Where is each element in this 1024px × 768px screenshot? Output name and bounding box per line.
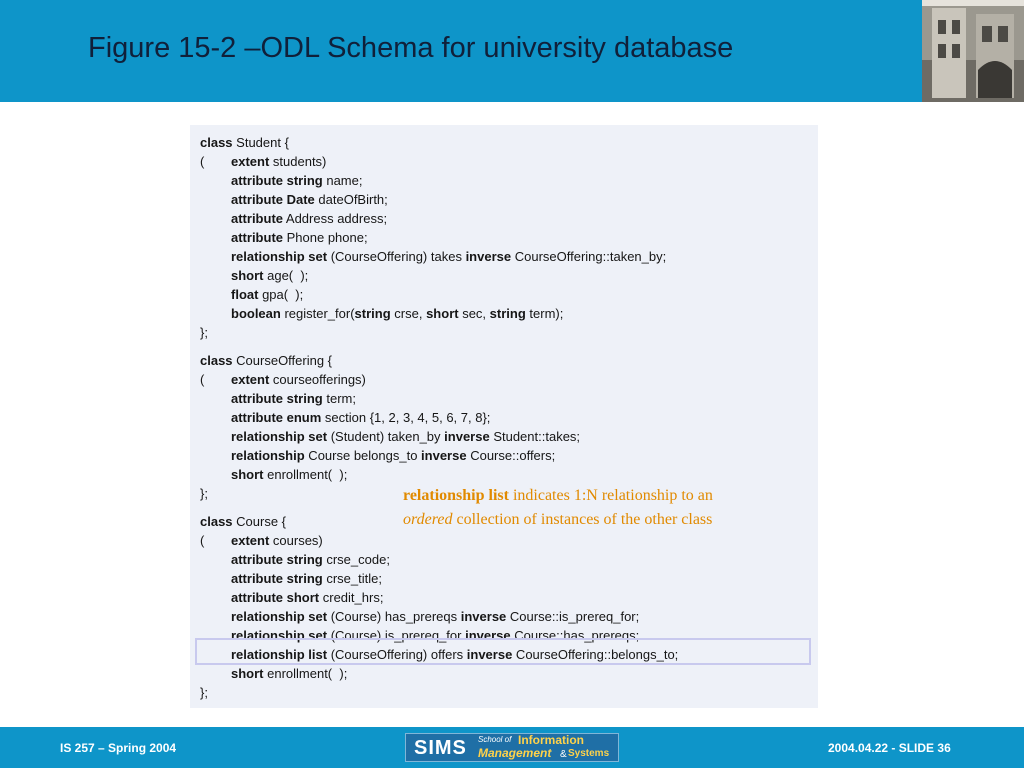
annotation-line-2 — [403, 508, 803, 532]
code-text: Student { — [232, 135, 289, 150]
relationship-list-annotation — [403, 484, 803, 532]
code-text: CourseOffering::belongs_to; — [512, 647, 679, 662]
code-line — [200, 370, 812, 389]
slide-number: 2004.04.22 - SLIDE 36 — [828, 741, 951, 755]
code-line — [200, 285, 812, 304]
code-text: credit_hrs; — [319, 590, 384, 605]
code-keyword: attribute Date — [231, 192, 315, 207]
code-text: (Student) taken_by — [327, 429, 445, 444]
code-text: Course::is_prereq_for; — [506, 609, 640, 624]
code-text: dateOfBirth; — [314, 192, 388, 207]
code-line — [200, 427, 812, 446]
code-keyword: attribute short — [231, 590, 320, 605]
code-text: }; — [200, 325, 208, 340]
code-line — [200, 607, 812, 626]
code-indent: ( — [200, 154, 205, 169]
code-keyword: class — [200, 353, 233, 368]
code-line — [200, 247, 812, 266]
sims-logo — [405, 733, 619, 762]
header-bar — [0, 0, 1024, 102]
code-keyword: float — [231, 287, 259, 302]
annotation-italic: ordered — [403, 511, 453, 528]
code-keyword: relationship — [231, 448, 305, 463]
code-text: Course::has_prereqs; — [510, 628, 640, 643]
code-indent: ( — [200, 533, 205, 548]
code-text: Phone phone; — [283, 230, 368, 245]
code-keyword: relationship list — [231, 647, 328, 662]
code-keyword: inverse — [465, 628, 511, 643]
code-text: CourseOffering::taken_by; — [511, 249, 667, 264]
code-line — [200, 588, 812, 607]
code-keyword: attribute string — [231, 552, 323, 567]
code-text: enrollment( ); — [263, 467, 348, 482]
code-line — [200, 531, 812, 550]
code-text: age( ); — [263, 268, 309, 283]
code-line — [200, 446, 812, 465]
code-text: term); — [525, 306, 564, 321]
code-line — [200, 323, 812, 342]
code-keyword: short — [231, 467, 264, 482]
code-keyword: extent — [231, 372, 270, 387]
code-keyword: attribute enum — [231, 410, 322, 425]
code-keyword: inverse — [444, 429, 490, 444]
code-text: section {1, 2, 3, 4, 5, 6, 7, 8}; — [321, 410, 491, 425]
code-text: enrollment( ); — [263, 666, 348, 681]
code-line — [200, 171, 812, 190]
odl-code-block — [200, 133, 812, 702]
code-keyword: short — [426, 306, 459, 321]
logo-school-of: School of — [478, 735, 512, 744]
schema-figure — [190, 125, 818, 708]
code-line — [200, 389, 812, 408]
code-line — [200, 683, 812, 702]
code-text: courses) — [269, 533, 323, 548]
code-text: }; — [200, 685, 208, 700]
code-line — [200, 266, 812, 285]
code-keyword: short — [231, 666, 264, 681]
code-line — [200, 190, 812, 209]
logo-systems: Systems — [568, 748, 610, 759]
code-line — [200, 569, 812, 588]
code-keyword: inverse — [460, 609, 507, 624]
annotation-text-2: collection of instances of the other class — [452, 511, 713, 528]
code-line — [200, 228, 812, 247]
code-keyword: attribute — [231, 211, 283, 226]
code-text: CourseOffering { — [232, 353, 333, 368]
code-text: (CourseOffering) takes — [327, 249, 466, 264]
code-keyword: class — [200, 514, 233, 529]
logo-sims-text: SIMS — [414, 737, 467, 759]
annotation-term: relationship list — [403, 487, 509, 504]
code-indent: ( — [200, 372, 205, 387]
code-keyword: extent — [231, 533, 270, 548]
code-line — [200, 664, 812, 683]
code-keyword: attribute string — [231, 391, 323, 406]
code-keyword: inverse — [465, 249, 512, 264]
code-keyword: string — [489, 306, 526, 321]
code-keyword: class — [200, 135, 233, 150]
course-label: IS 257 – Spring 2004 — [60, 741, 177, 755]
code-keyword: attribute string — [231, 571, 323, 586]
code-text: (Course) has_prereqs — [327, 609, 461, 624]
code-line — [200, 408, 812, 427]
code-line — [200, 133, 812, 152]
code-text: }; — [200, 486, 208, 501]
slide-title: Figure 15-2 –ODL Schema for university database — [88, 32, 734, 64]
code-text: students) — [269, 154, 327, 169]
code-keyword: relationship set — [231, 249, 328, 264]
relationship-list-highlight — [195, 638, 811, 665]
code-keyword: attribute — [231, 230, 283, 245]
code-text: sec, — [458, 306, 490, 321]
code-keyword: relationship set — [231, 628, 328, 643]
logo-information: Information — [518, 733, 584, 747]
annotation-line-1 — [403, 484, 803, 508]
code-keyword: relationship set — [231, 609, 328, 624]
code-keyword: inverse — [421, 448, 467, 463]
code-text: term; — [322, 391, 356, 406]
code-keyword: string — [354, 306, 391, 321]
code-text: crse_code; — [322, 552, 390, 567]
code-text: Course::offers; — [466, 448, 556, 463]
code-text: crse, — [390, 306, 427, 321]
logo-ampersand: & — [560, 749, 567, 760]
code-text: Student::takes; — [489, 429, 581, 444]
code-line — [200, 152, 812, 171]
code-text: (Course) is_prereq_for — [327, 628, 466, 643]
code-keyword: boolean — [231, 306, 281, 321]
code-text: Course belongs_to — [304, 448, 422, 463]
code-line — [200, 351, 812, 370]
code-keyword: extent — [231, 154, 270, 169]
code-keyword: inverse — [466, 647, 513, 662]
code-text: courseofferings) — [269, 372, 366, 387]
code-line — [200, 550, 812, 569]
footer-bar — [0, 727, 1024, 768]
building-photo — [922, 0, 1024, 102]
code-keyword: attribute string — [231, 173, 323, 188]
code-text: crse_title; — [322, 571, 382, 586]
code-line — [200, 209, 812, 228]
code-text: gpa( ); — [258, 287, 304, 302]
code-line — [200, 465, 812, 484]
code-line — [200, 304, 812, 323]
code-text: Course { — [232, 514, 287, 529]
code-text: (CourseOffering) offers — [327, 647, 467, 662]
code-keyword: short — [231, 268, 264, 283]
annotation-text-1: indicates 1:N relationship to an — [508, 487, 713, 504]
code-text: register_for( — [280, 306, 355, 321]
code-keyword: relationship set — [231, 429, 328, 444]
code-text: name; — [322, 173, 363, 188]
code-text: Address address; — [283, 211, 388, 226]
logo-management: Management — [478, 746, 552, 760]
